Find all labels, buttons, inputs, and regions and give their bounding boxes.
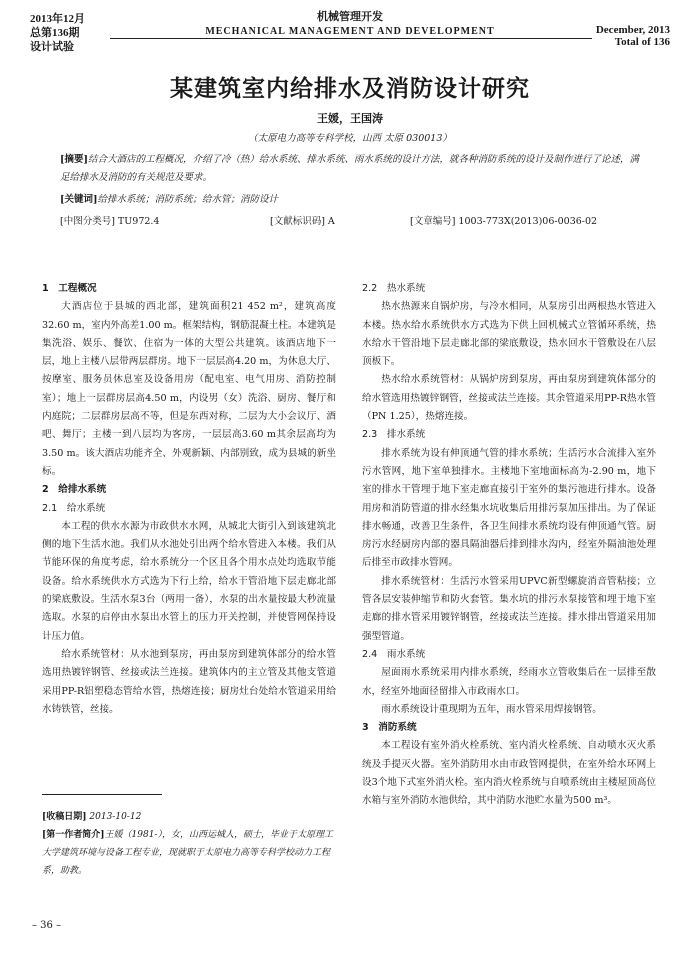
paragraph: 本工程的供水水源为市政供水水网，从城北大街引入到该建筑北侧的地下生活水池。我们从水池处引出两个给水管进入本楼。我们从节能环保的角度考虑，给水系统分一个区且各个用水点处均选取节能设备。给水系统供水方式选为下行上给，给水干管沿地下层走廊北部的梁底敷设。生活水泵3台（两用一备），水泵的出水量按最大秒流量选取。水泵的启停由水泵出水管上的压力开关控制，并使管网保持设计压力值。 <box>42 520 336 642</box>
abstract-label: [摘要] <box>60 154 88 165</box>
section-heading: 2 给排水系统 <box>42 484 107 496</box>
bio-label: [第一作者简介] <box>42 830 105 840</box>
header-left <box>30 12 85 54</box>
document-code: [文献标识码] A <box>270 216 335 227</box>
paragraph: 给水系统管材：从水池到泵房，再由泵房到建筑体部分的给水管选用热镀锌钢管、丝接或法兰连接。建筑体内的主立管及其他支管道采用PP-R铝塑稳态管给水管，热熔连接；厨房灶台处给水管道采用给水铸铁管，丝接。 <box>42 648 336 715</box>
header-date: 2013年12月 <box>30 13 85 25</box>
bio-text: 王媛（1981-），女，山西运城人，硕士，毕业于太原理工大学建筑环境与设备工程专业，现就职于太原电力高等专科学校动力工程系，助教。 <box>42 830 333 876</box>
section-heading: 3 消防系统 <box>362 722 417 734</box>
clc-number: [中图分类号] TU972.4 <box>60 216 160 227</box>
paragraph: 热水热源来自锅炉房，与冷水相同，从泵房引出两根热水管进入本楼。热水给水系统供水方式选为下供上回机械式立管循环系统，热水给水干管沿地下层走廊北部的梁底敷设，热水回水干管敷设在八层顶板下。 <box>362 301 656 368</box>
paper-affiliation: （太原电力高等专科学校，山西 太原 030013） <box>248 133 452 144</box>
received-label: [收稿日期] <box>42 812 87 822</box>
keywords-label: [关键词] <box>60 194 98 205</box>
header-total-en: Total of 136 <box>614 36 670 48</box>
header-center <box>160 8 540 37</box>
paper-authors: 王媛，王国涛 <box>317 112 383 125</box>
paragraph: 雨水系统设计重现期为五年，雨水管采用焊接钢管。 <box>381 703 602 715</box>
section-heading: 2.2 热水系统 <box>362 283 426 294</box>
journal-title-en: MECHANICAL MANAGEMENT AND DEVELOPMENT <box>205 26 495 37</box>
article-number: [文章编号] 1003-773X(2013)06-0036-02 <box>410 216 598 227</box>
paragraph: 排水系统管材：生活污水管采用UPVC新型螺旋消音管粘接；立管各层安装伸缩节和防火套管。集水坑的排污水泵接管和埋于地下室走廊的排水管采用镀锌钢管，丝接或法兰连接。排水排出管道采用加强型管道。 <box>362 575 656 642</box>
author-bio <box>42 826 336 880</box>
abstract <box>60 151 640 187</box>
paragraph: 排水系统为设有伸顶通气管的排水系统；生活污水合流排入室外污水管网，地下室单独排水。主楼地下室地面标高为-2.90 m，地下室的排水干管埋于地下室走廊直接引于室外的集污池进行排水。设备用房和消防管道的排水经集水坑收集后用排污泵加压排出。为了保证排水畅通，改善卫生条件，各卫生间排水系统均设有伸顶通气管。厨房污水经厨房内部的器具隔油器后排到排水沟内，经室外隔油池处理后排至市政排水管网。 <box>362 447 656 569</box>
header-section: 设计试验 <box>30 41 74 53</box>
header-right <box>596 24 670 48</box>
right-column <box>362 280 656 811</box>
header-issue: 总第136期 <box>30 27 80 39</box>
left-column <box>42 280 336 719</box>
footnote-rule <box>42 794 162 795</box>
paragraph: 屋面雨水系统采用内排水系统，经雨水立管收集后在一层排至散水，经室外地面径留排入市政雨水口。 <box>362 667 656 697</box>
received-date <box>42 808 336 826</box>
section-heading: 2.4 雨水系统 <box>362 648 426 660</box>
abstract-text: 结合大酒店的工程概况，介绍了冷（热）给水系统、排水系统、雨水系统的设计方法，就各种消防系统的设计及制作进行了论述，满足给排水及消防的有关规范及要求。 <box>60 154 640 183</box>
footnote <box>42 808 336 880</box>
page-number: – 36 – <box>32 920 62 931</box>
received-value: 2013-10-12 <box>89 812 142 822</box>
paragraph: 热水给水系统管材：从锅炉房到泵房，再由泵房到建筑体部分的给水管选用热镀锌钢管，丝接或法兰连接。其余管道采用PP-R热水管（PN 1.25），热熔连接。 <box>362 374 656 423</box>
section-heading: 2.1 给水系统 <box>42 502 106 514</box>
section-heading: 1 工程概况 <box>42 283 97 294</box>
keywords-text: 给排水系统；消防系统；给水管；消防设计 <box>97 194 279 205</box>
keywords <box>60 191 640 205</box>
paragraph: 本工程设有室外消火栓系统、室内消火栓系统、自动喷水灭火系统及手提灭火器。室外消防用水由市政管网提供，在室外给水环网上设3个地下式室外消火栓。室内消火栓系统与自喷系统由主楼屋顶高位水箱与室外消防水池供给，其中消防水池贮水量为500 m³。 <box>362 740 656 807</box>
header-date-en: December, 2013 <box>595 24 670 36</box>
journal-title-cn: 机械管理开发 <box>317 10 383 23</box>
section-heading: 2.3 排水系统 <box>362 429 426 441</box>
header-rule <box>110 38 592 39</box>
paragraph: 大酒店位于县城的西北部，建筑面积21 452 m²，建筑高度32.60 m，室内外高差1.00 m。框架结构，钢筋混凝土柱。本建筑是集洗浴、娱乐、餐饮、住宿为一体的大型公共建筑。该酒店地下一层，地上主楼八层带两层群房。地下一层层高4.20 m，为休息大厅、按摩室、服务员休息室及设备用房（配电室、电气用房、消防控制室）；地上一层群房层高4.50 m，内设男（女）洗浴、厨房、餐厅和内庭院；二层群房层高不等，但是东西对称，二层为大小会议厅、酒吧、舞厅；主楼一到八层均为客房，一层层高3.60 m其余层高均为3.50 m。该大酒店功能齐全、外观新颖、内部别致，成为县城的新坐标。 <box>42 301 336 477</box>
paper-title: 某建筑室内给排水及消防设计研究 <box>170 76 530 102</box>
